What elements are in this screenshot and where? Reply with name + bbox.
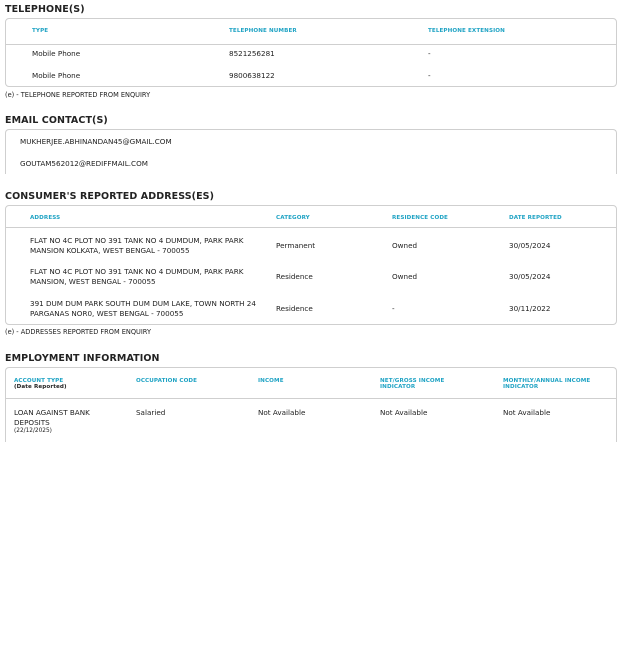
employment-section-title: EMPLOYMENT INFORMATION — [5, 353, 160, 364]
telephone-row-2-type: Mobile Phone — [32, 71, 81, 80]
telephone-row-1-type: Mobile Phone — [32, 49, 81, 58]
address-row-2-date: 30/05/2024 — [509, 272, 551, 281]
address-row-2-line-1: FLAT NO 4C PLOT NO 391 TANK NO 4 DUMDUM, PARK PARK — [30, 267, 244, 276]
email-item-2: GOUTAM562012@REDIFFMAIL.COM — [20, 159, 148, 168]
telephone-row-2-number: 9800638122 — [229, 71, 275, 80]
employment-header-monthly-annual-line-1: MONTHLY/ANNUAL INCOME — [503, 378, 591, 384]
employment-header-monthly-annual — [503, 378, 590, 390]
telephones-header-extension: TELEPHONE EXTENSION — [428, 28, 505, 34]
address-row-3-date: 30/11/2022 — [509, 304, 551, 313]
employment-monthly-annual: Not Available — [503, 408, 551, 417]
employment-header-occupation-code: OCCUPATION CODE — [136, 378, 198, 384]
employment-date-reported: (22/12/2025) — [14, 428, 52, 434]
employment-header-income: INCOME — [258, 378, 284, 384]
employment-account-type-line-2: DEPOSITS — [14, 417, 50, 427]
employment-occupation-code: Salaried — [136, 408, 166, 417]
employment-account-type-line-1: LOAN AGAINST BANK — [14, 408, 90, 417]
email-item-1: MUKHERJEE.ABHINANDAN45@GMAIL.COM — [20, 137, 172, 146]
telephones-header-divider — [6, 44, 616, 45]
address-row-3-residence-code: - — [392, 304, 395, 313]
telephones-header-number: TELEPHONE NUMBER — [229, 28, 297, 34]
addresses-header-date-reported: DATE REPORTED — [509, 215, 562, 221]
employment-header-account-type-label: ACCOUNT TYPE — [14, 378, 64, 384]
address-row-2-line-2: MANSION, WEST BENGAL - 700055 — [30, 276, 156, 286]
address-row-1-category: Permanent — [276, 241, 316, 250]
employment-header-account-type — [14, 378, 67, 390]
employment-net-gross: Not Available — [380, 408, 428, 417]
telephone-row-1-number: 8521256281 — [229, 49, 275, 58]
address-row-1-address — [30, 236, 265, 255]
addresses-table — [5, 205, 617, 325]
telephone-row-2-extension: - — [428, 71, 431, 80]
address-row-3-line-1: 391 DUM DUM PARK SOUTH DUM DUM LAKE, TOWN NORTH 24 — [30, 299, 256, 308]
addresses-header-address: ADDRESS — [30, 215, 61, 221]
addresses-note: (e) - ADDRESSES REPORTED FROM ENQUIRY — [5, 328, 151, 336]
address-row-2-address — [30, 267, 265, 286]
addresses-header-divider — [6, 227, 616, 228]
employment-header-divider — [6, 398, 616, 399]
employment-income: Not Available — [258, 408, 306, 417]
emails-table — [5, 129, 617, 174]
telephones-note: (e) - TELEPHONE REPORTED FROM ENQUIRY — [5, 91, 151, 99]
addresses-section-title: CONSUMER'S REPORTED ADDRESS(ES) — [5, 191, 215, 202]
employment-header-net-gross-line-2: INDICATOR — [380, 384, 416, 390]
employment-account-type — [14, 408, 90, 437]
employment-table — [5, 367, 617, 442]
telephones-section-title: TELEPHONE(S) — [5, 4, 85, 15]
address-row-1-residence-code: Owned — [392, 241, 418, 250]
telephones-table — [5, 18, 617, 87]
telephones-header-type: TYPE — [32, 28, 49, 34]
address-row-2-residence-code: Owned — [392, 272, 418, 281]
employment-header-date-reported: (Date Reported) — [14, 384, 67, 390]
address-row-3-line-2: PARGANAS NOR0, WEST BENGAL - 700055 — [30, 308, 184, 318]
address-row-1-line-2: MANSION KOLKATA, WEST BENGAL - 700055 — [30, 245, 190, 255]
addresses-header-category: CATEGORY — [276, 215, 310, 221]
address-row-3-address — [30, 299, 265, 318]
employment-header-net-gross-line-1: NET/GROSS INCOME — [380, 378, 445, 384]
address-row-2-category: Residence — [276, 272, 313, 281]
employment-header-monthly-annual-line-2: INDICATOR — [503, 384, 539, 390]
emails-section-title: EMAIL CONTACT(S) — [5, 115, 108, 126]
addresses-header-residence-code: RESIDENCE CODE — [392, 215, 448, 221]
address-row-1-line-1: FLAT NO 4C PLOT NO 391 TANK NO 4 DUMDUM, PARK PARK — [30, 236, 244, 245]
telephone-row-1-extension: - — [428, 49, 431, 58]
address-row-1-date: 30/05/2024 — [509, 241, 551, 250]
employment-header-net-gross — [380, 378, 444, 390]
address-row-3-category: Residence — [276, 304, 313, 313]
